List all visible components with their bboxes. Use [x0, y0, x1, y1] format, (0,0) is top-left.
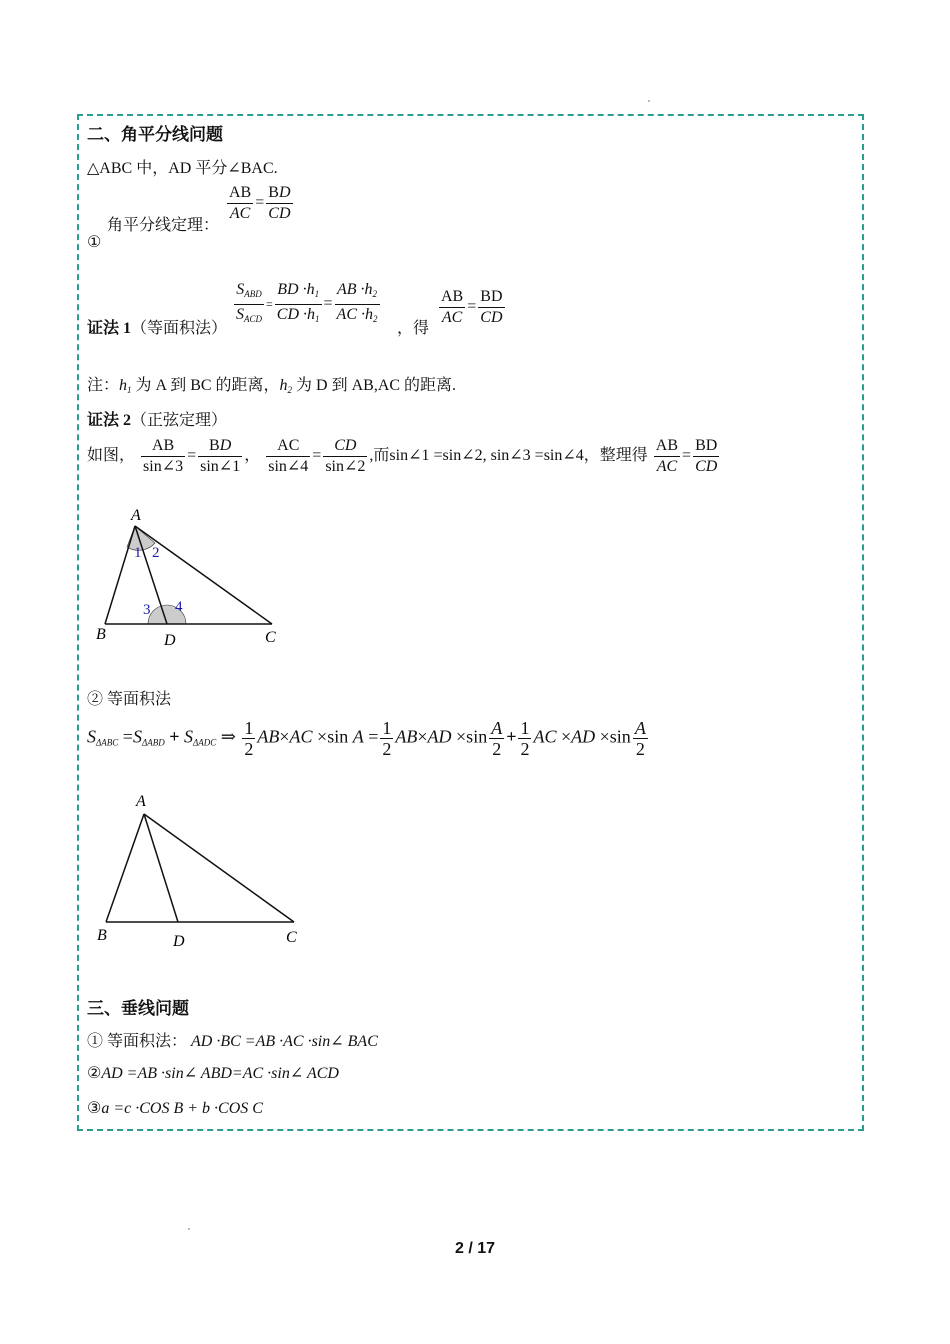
section-title-angle-bisector: 二、角平分线问题 [87, 125, 223, 145]
area-formula: $S_{\Delta ABC} =S_{\Delta ABD} + S_{\Delta ADC}$ ⇒ $\frac{1}{2}$ AB×AC ×sin A = $\frac{1}{2}$ AB×AD ×sin $\frac{A}{2}$ + $\frac{1}{2}$ AC ×AD ×sin $\frac{A}{2}$ [87, 718, 646, 759]
proof2-label: 证法 2（正弦定理） [87, 412, 228, 429]
label-C: C [286, 929, 297, 946]
label-B: B [96, 626, 106, 643]
proof1-result: $\frac{AB}{AC}$ = $\frac{BD}{CD}$ [441, 288, 503, 326]
perp-line-3: ③a =c ·COS B + b ·COS C [87, 1100, 263, 1117]
intro-text: △ABC 中，AD 平分∠BAC. [87, 160, 278, 177]
perp-line-2: ②AD =AB ·sin∠ ABD=AC ·sin∠ ACD [87, 1065, 339, 1082]
angle-label-2: 2 [152, 545, 160, 561]
note: 注：$h_1$ 为 A 到 BC 的距离，$h_2$ 为 D 到 AB,AC 的距离. [87, 377, 457, 395]
label-A: A [131, 507, 141, 524]
label-D: D [173, 933, 185, 950]
angle-label-1: 1 [134, 545, 142, 561]
angle-label-4: 4 [175, 599, 183, 615]
theorem-circle: ① [87, 234, 102, 251]
label-D: D [164, 632, 176, 649]
figure-angle-bisector [90, 500, 290, 650]
label-C: C [265, 629, 276, 646]
area-method-label: ② 等面积法 [87, 691, 172, 708]
perp-line-1: ① 等面积法： AD ·BC =AB ·AC ·sin∠ BAC [87, 1033, 378, 1050]
theorem-label: 角平分线定理： [107, 217, 220, 234]
angle-label-3: 3 [143, 602, 151, 618]
section-title-perpendicular: 三、垂线问题 [87, 999, 189, 1019]
theorem-formula: $\frac{AB}{AC}$ = $\frac{BD}{CD}$ [229, 184, 291, 222]
proof1-label: 证法 1（等面积法） [87, 320, 228, 337]
page-number: 2 / 17 [454, 1240, 496, 1257]
label-B: B [97, 927, 107, 944]
label-A: A [136, 793, 146, 810]
proof1-get: ，得 [397, 320, 430, 337]
proof2-formula: 如图， $\frac{AB}{\sin\angle 3}$ = $\frac{BD}{\sin\angle 1}$ ， $\frac{AC}{\sin\angle 4}$ = $\frac{CD}{\sin\angle 2}$ ,而sin∠1 =sin∠2, sin∠3 =sin∠4，整理得 $\frac{AB}{AC}$ = $\frac{BD}{CD}$ [87, 437, 718, 475]
proof1-formula: $\frac{S_{ABD}}{S_{ACD}}$ = $\frac{BD \cdot h_1}{CD \cdot h_1}$ = $\frac{AB \cdot h_2}{AC \cdot h_2}$ [236, 281, 378, 324]
figure-triangle [90, 790, 310, 950]
